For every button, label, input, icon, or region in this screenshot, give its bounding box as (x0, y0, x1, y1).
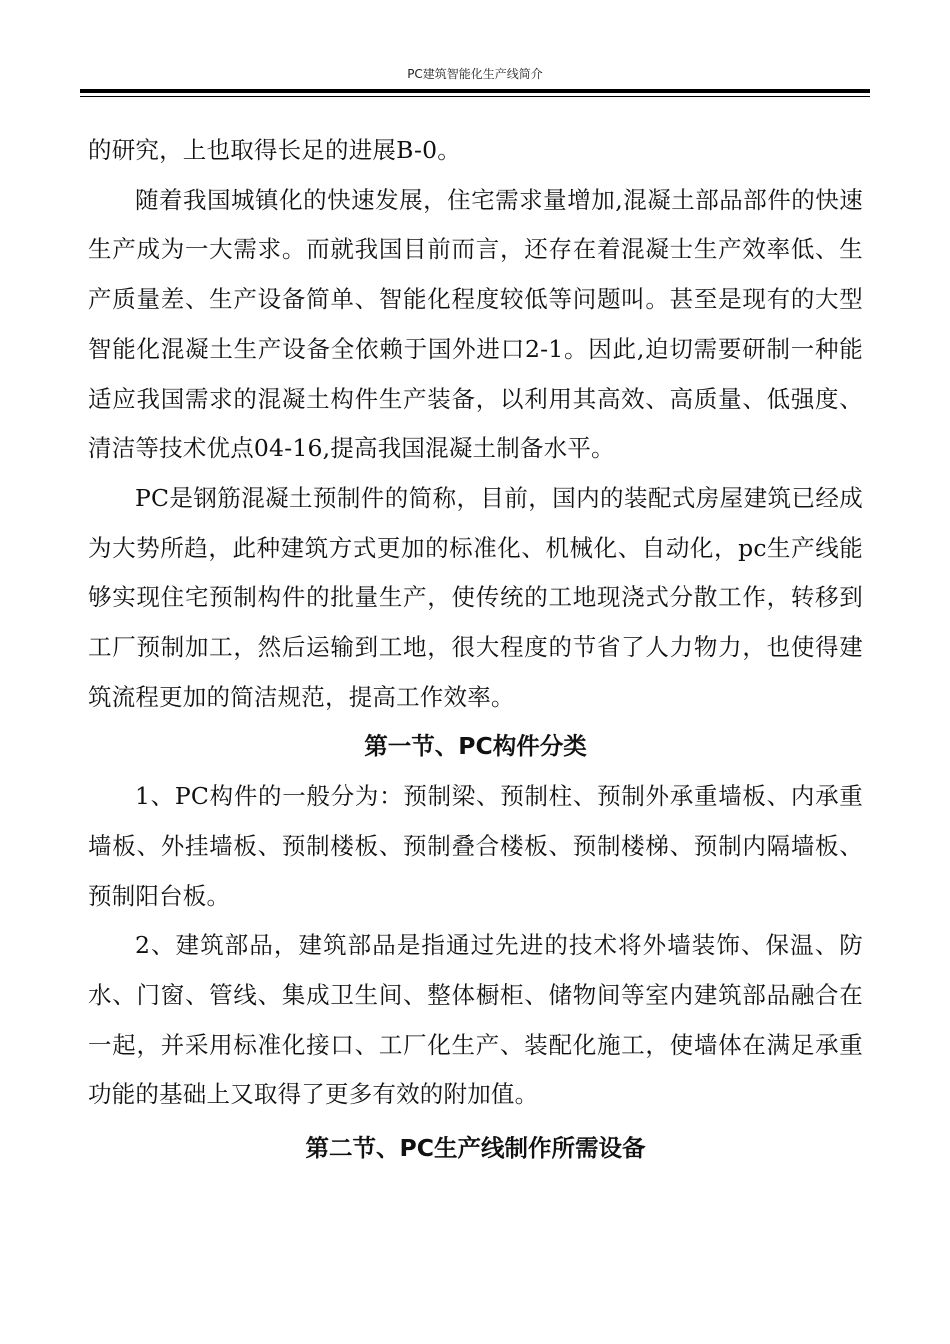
document-body (88, 126, 863, 1174)
paragraph-pc-definition: PC是钢筋混凝土预制件的简称，目前，国内的装配式房屋建筑已经成为大势所趋，此种建筑方式更加的标准化、机械化、自动化，pc生产线能够实现住宅预制构件的批量生产，使传统的工地现浇式分散工作，转移到工厂预制加工，然后运输到工地，很大程度的节省了人力物力，也使得建筑流程更加的简洁规范，提高工作效率。 (88, 483, 863, 711)
paragraph-pc-component-types: 1、PC构件的一般分为：预制梁、预制柱、预制外承重墙板、内承重墙板、外挂墙板、预制楼板、预制叠合楼板、预制楼梯、预制内隔墙板、预制阳台板。 (88, 782, 863, 910)
section-heading-pc-classification: 第一节、PC构件分类 (364, 732, 587, 761)
paragraph-building-parts: 2、建筑部品，建筑部品是指通过先进的技术将外墙装饰、保温、防水、门窗、管线、集成卫生间、整体橱柜、储物间等室内建筑部品融合在一起，并采用标准化接口、工厂化生产、装配化施工，使墙体在满足承重功能的基础上又取得了更多有效的附加值。 (88, 931, 863, 1109)
running-header-title: PC建筑智能化生产线简介 (407, 67, 543, 81)
paragraph-urbanization: 随着我国城镇化的快速发展，住宅需求量增加,混凝土部品部件的快速生产成为一大需求。而就我国目前而言，还存在着混凝士生产效率低、生产质量差、生产设备简单、智能化程度较低等问题叫。甚至是现有的大型智能化混凝土生产设备全依赖于国外进口2-1。因此,迫切需要研制一种能适应我国需求的混凝土构件生产装备，以利用其高效、高质量、低强度、清洁等技术优点04-16,提高我国混凝土制备水平。 (88, 185, 863, 463)
section-heading-production-equipment: 第二节、PC生产线制作所需设备 (305, 1134, 646, 1163)
header-rule-thick (80, 89, 870, 93)
paragraph-continuation: 的研究，上也取得长足的进展B-0。 (88, 136, 461, 164)
header-rule-thin (80, 96, 870, 97)
